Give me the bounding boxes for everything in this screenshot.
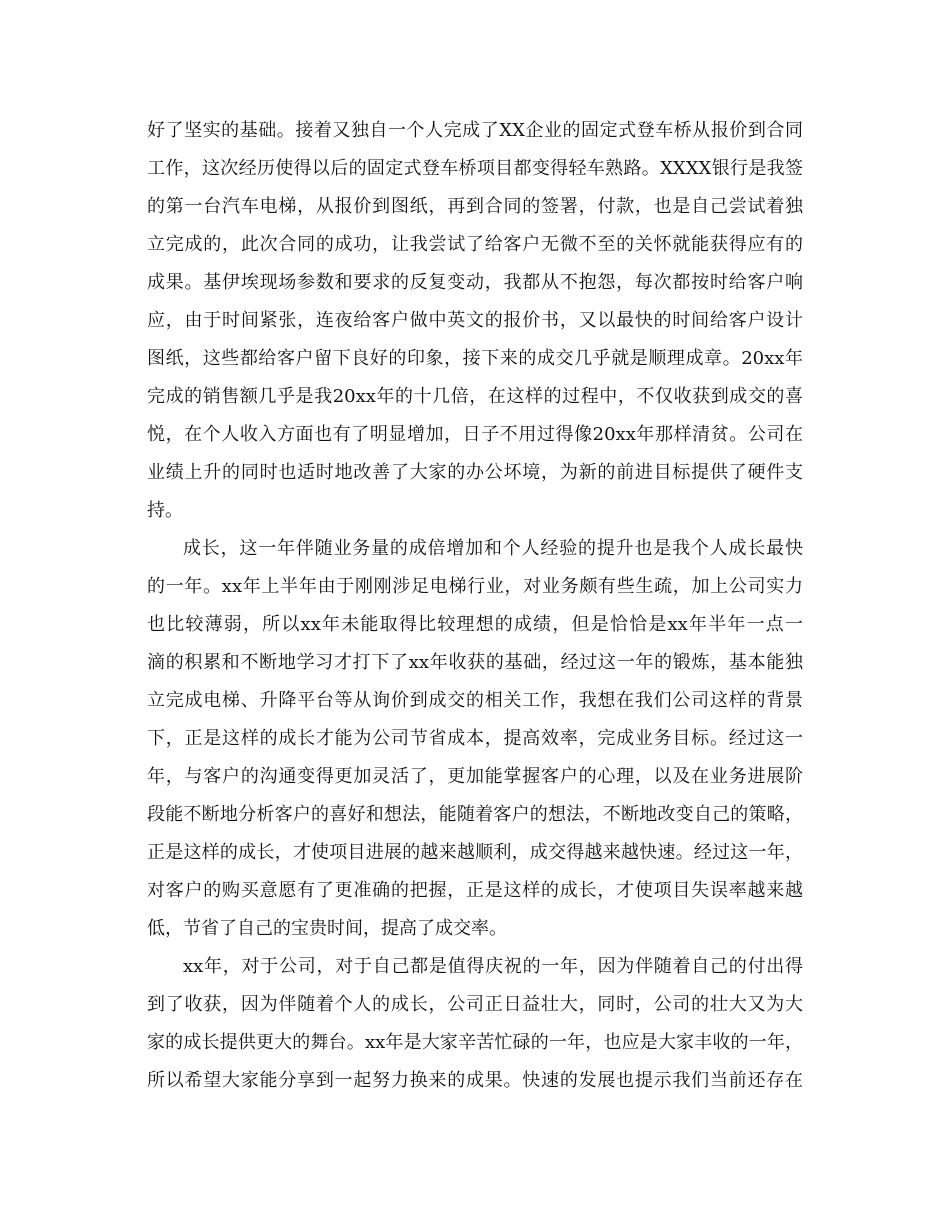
text-line: 所以希望大家能分享到一起努力换来的成果。快速的发展也提示我们当前还存在 [147, 1070, 803, 1091]
text-line: 下，正是这样的成长才能为公司节省成本，提高效率，完成业务目标。经过这一 [147, 728, 803, 749]
text-line: 对客户的购买意愿有了更准确的把握，正是这样的成长，才使项目失误率越来越 [147, 880, 803, 901]
text-line: 立完成电梯、升降平台等从询价到成交的相关工作，我想在我们公司这样的背景 [147, 690, 803, 711]
text-line: 完成的销售额几乎是我20xx年的十几倍，在这样的过程中，不仅收获到成交的喜 [147, 386, 803, 407]
text-line: 家的成长提供更大的舞台。xx年是大家辛苦忙碌的一年，也应是大家丰收的一年， [147, 1032, 803, 1053]
text-line: 的第一台汽车电梯，从报价到图纸，再到合同的签署，付款，也是自己尝试着独 [147, 196, 803, 217]
text-line: 好了坚实的基础。接着又独自一个人完成了XX企业的固定式登车桥从报价到合同 [147, 120, 803, 141]
text-line: 持。 [147, 500, 183, 521]
text-line: 滴的积累和不断地学习才打下了xx年收获的基础，经过这一年的锻炼，基本能独 [147, 652, 803, 673]
text-line: 到了收获，因为伴随着个人的成长，公司正日益壮大，同时，公司的壮大又为大 [147, 994, 803, 1015]
text-line: 段能不断地分析客户的喜好和想法，能随着客户的想法，不断地改变自己的策略， [147, 804, 803, 825]
text-line: 应，由于时间紧张，连夜给客户做中英文的报价书，又以最快的时间给客户设计 [147, 310, 803, 331]
text-line: 图纸，这些都给客户留下良好的印象，接下来的成交几乎就是顺理成章。20xx年 [147, 348, 803, 369]
text-line: 年，与客户的沟通变得更加灵活了，更加能掌握客户的心理，以及在业务进展阶 [147, 766, 803, 787]
text-line: 低，节省了自己的宝贵时间，提高了成交率。 [147, 918, 507, 939]
text-line: xx年，对于公司，对于自己都是值得庆祝的一年，因为伴随着自己的付出得 [183, 956, 803, 977]
text-line: 业绩上升的同时也适时地改善了大家的办公坏境，为新的前进目标提供了硬件支 [147, 462, 803, 483]
text-line: 工作，这次经历使得以后的固定式登车桥项目都变得轻车熟路。XXXX银行是我签 [147, 158, 803, 179]
text-line: 立完成的，此次合同的成功，让我尝试了给客户无微不至的关怀就能获得应有的 [147, 234, 803, 255]
text-line: 也比较薄弱，所以xx年未能取得比较理想的成绩，但是恰恰是xx年半年一点一 [147, 614, 803, 635]
text-line: 正是这样的成长，才使项目进展的越来越顺利，成交得越来越快速。经过这一年， [147, 842, 803, 863]
text-line: 成长，这一年伴随业务量的成倍增加和个人经验的提升也是我个人成长最快 [183, 538, 803, 559]
text-line: 成果。基伊埃现场参数和要求的反复变动，我都从不抱怨，每次都按时给客户响 [147, 272, 803, 293]
text-line: 的一年。xx年上半年由于刚刚涉足电梯行业，对业务颇有些生疏，加上公司实力 [147, 576, 803, 597]
text-line: 悦，在个人收入方面也有了明显增加，日子不用过得像20xx年那样清贫。公司在 [147, 424, 803, 445]
